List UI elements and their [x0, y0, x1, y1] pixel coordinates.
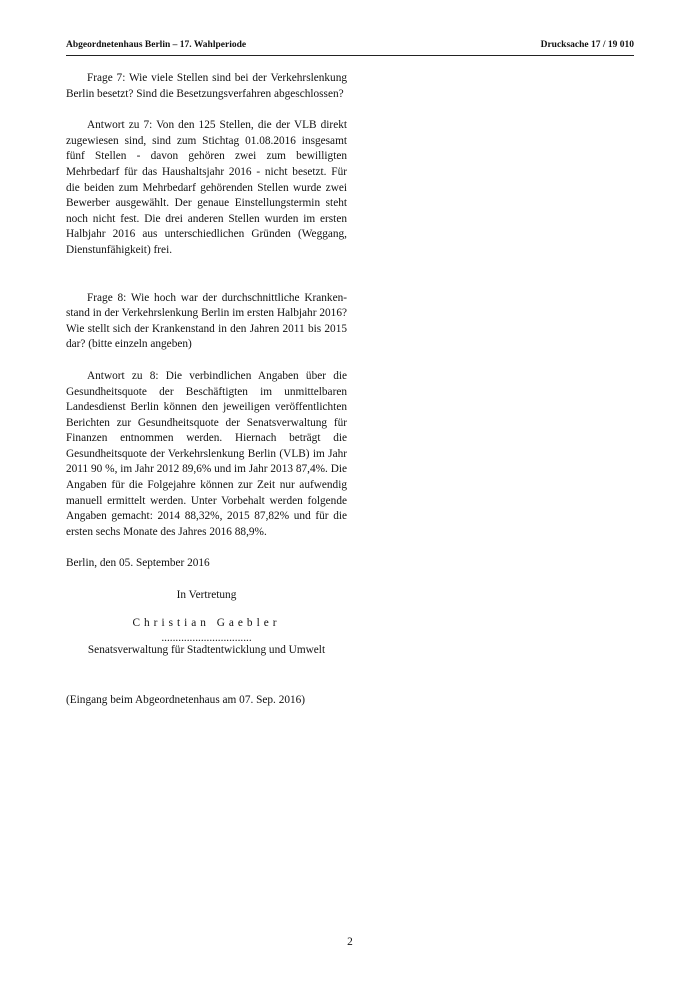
- header-document-number: Drucksache 17 / 19 010: [540, 40, 634, 50]
- signature-dotted-line: ................................: [161, 632, 252, 645]
- page-header: [66, 40, 634, 50]
- header-parliament-title: Abgeordnetenhaus Berlin – 17. Wahlperiode: [66, 40, 247, 50]
- document-body: [66, 71, 347, 708]
- signatory-department: Senatsverwaltung für Stadtentwicklung und Umwelt: [87, 644, 326, 657]
- question-7: Frage 7: Wie viele Stellen sind bei der Verkehrslenkung Berlin besetzt? Sind die Besetzungsverfahren abgeschlossen?: [66, 72, 347, 100]
- signature-deputy-label: In Vertretung: [176, 589, 237, 602]
- header-divider: [66, 55, 634, 56]
- date-line: Berlin, den 05. September 2016: [66, 557, 210, 570]
- page-number: 2: [347, 936, 353, 948]
- answer-8: Antwort zu 8: Die verbindlichen Angaben über die Gesundheitsquote der Beschäftigten im unmittelbaren Landesdienst Berlin können den jeweiligen veröffentlichten Berichten zur Gesundheitsquote der Senatsverwaltung für Finanzen entnommen werden. Hiernach beträgt die Gesundheitsquote der Verkehrslenkung Berlin (VLB) im Jahr 2011 90 %, im Jahr 2012 89,6% und im Jahr 2013 87,4%. Die Angaben für die Folgejahre können zur Zeit nur aufwendig manuell ermittelt werden. Unter Vorbehalt werden folgende Angaben gemacht: 2014 88,32%, 2015 87,82% und für die ersten sechs Monate des Jahres 2016 88,9%.: [66, 369, 347, 538]
- question-8: Frage 8: Wie hoch war der durchschnittliche Krankenstand in der Verkehrslenkung Berlin im ersten Halbjahr 2016? Wie stellt sich der Krankenstand in den Jahren 2011 bis 2015 dar? (bitte einzeln angeben): [66, 291, 347, 351]
- signature-block: [66, 588, 347, 659]
- signatory-name: Christian Gaebler: [132, 616, 281, 629]
- answer-7: Antwort zu 7: Von den 125 Stellen, die der VLB direkt zugewiesen sind, sind zum Stichtag 01.08.2016 insgesamt fünf Stellen - davon gehören zwei zum bewilligten Mehrbedarf für das Haushaltsjahr 2016 - nicht besetzt. Für die beiden zum Mehrbedarf gehörenden Stellen wurde zwei Bewerber ausgewählt. Der genaue Einstellungstermin steht noch nicht fest. Die drei anderen Stellen wurden im ersten Halbjahr 2016 aus unterschiedlichen Gründen (Weggang, Dienstunfähigkeit) frei.: [66, 119, 347, 256]
- receipt-note: (Eingang beim Abgeordnetenhaus am 07. Sep. 2016): [66, 693, 306, 706]
